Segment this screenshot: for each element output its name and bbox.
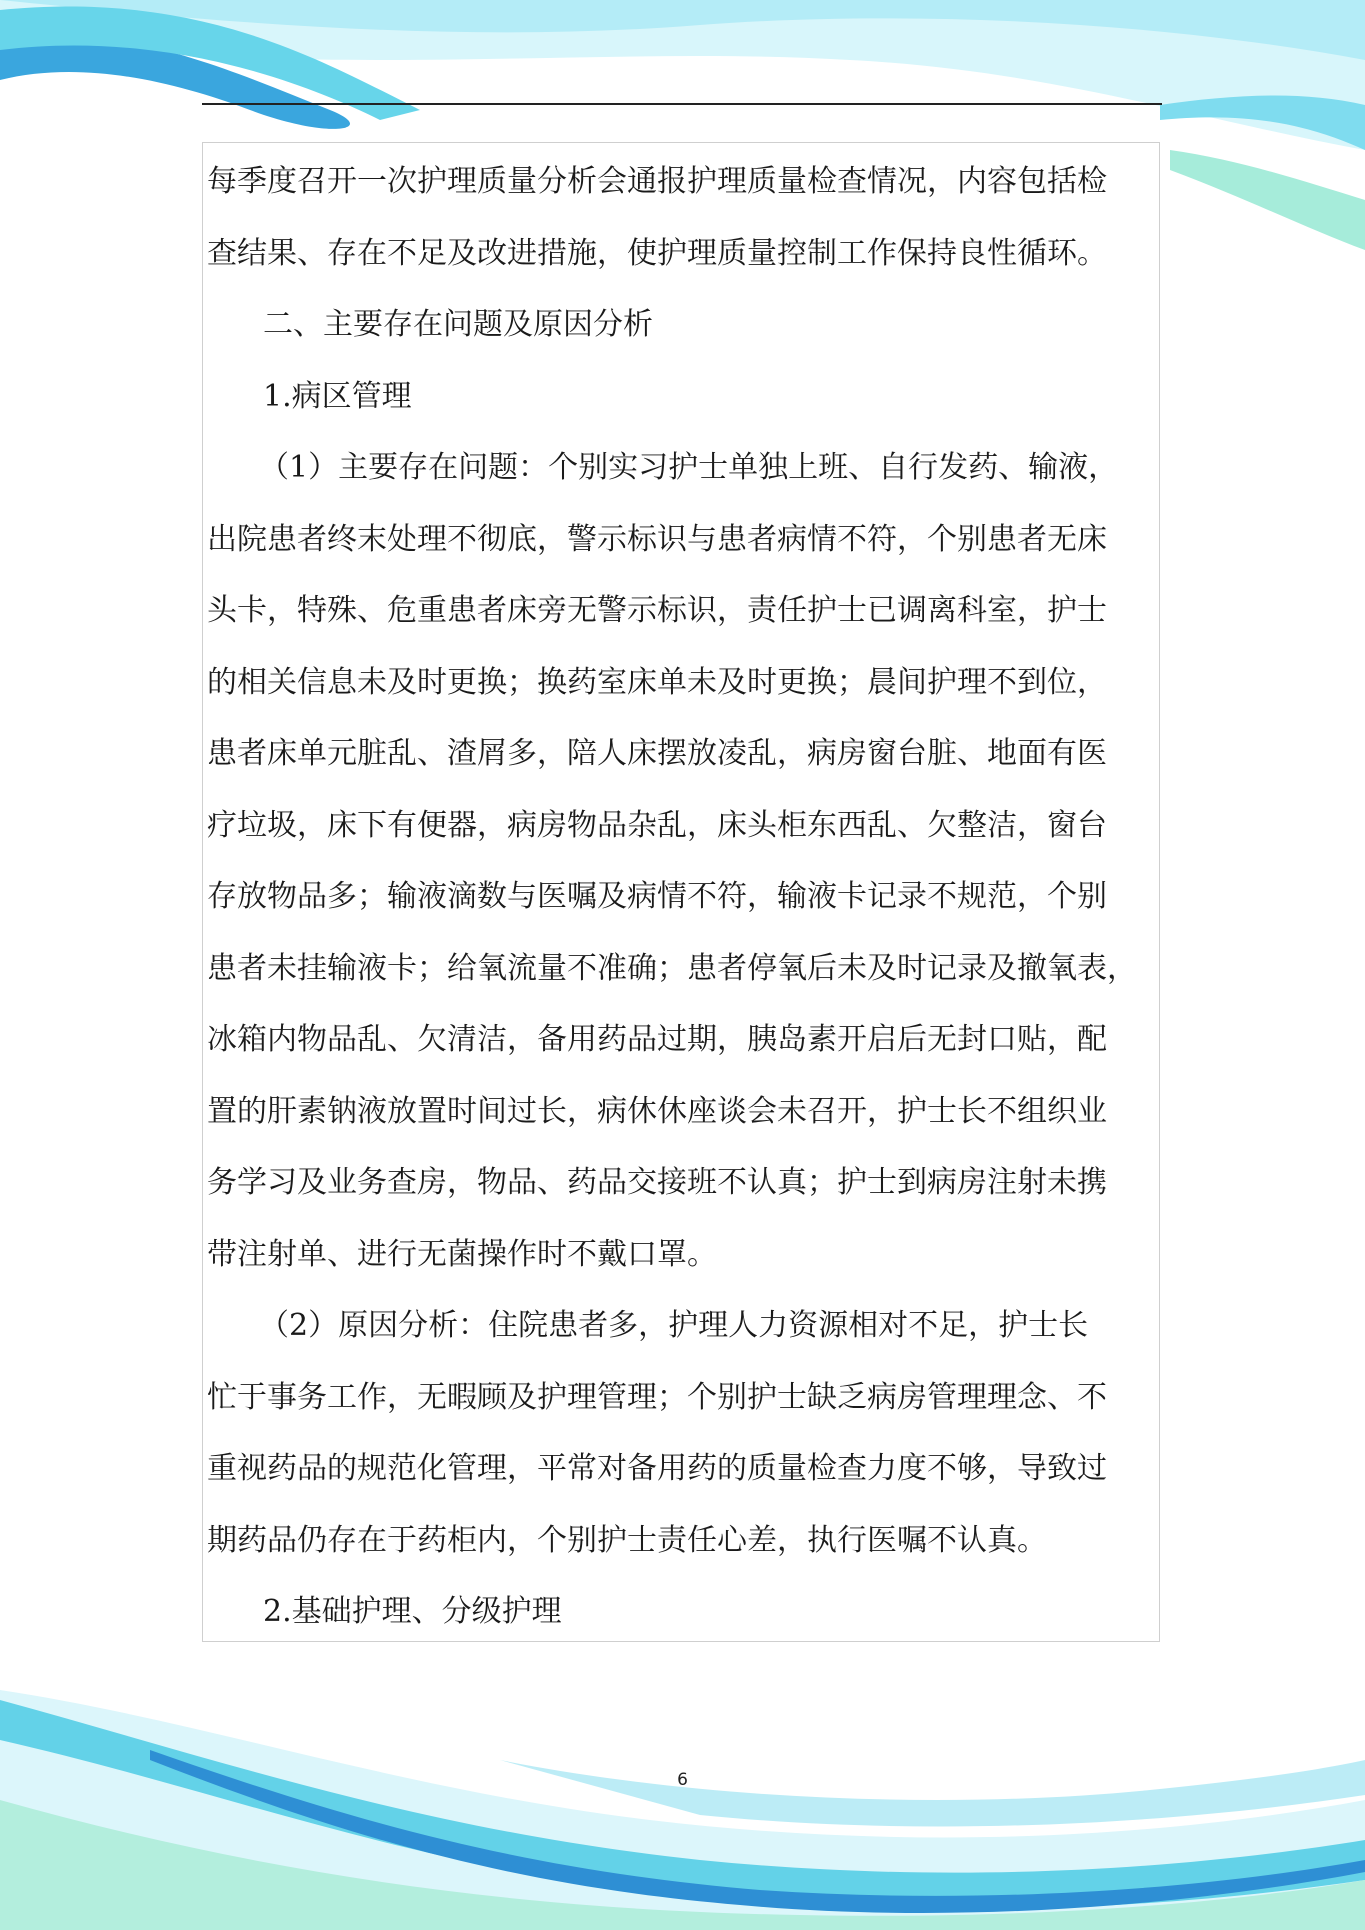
body-line: 存放物品多；输液滴数与医嘱及病情不符，输液卡记录不规范，个别 [207,879,1107,914]
body-line: 每季度召开一次护理质量分析会通报护理质量检查情况，内容包括检 [207,164,1107,199]
body-line: 务学习及业务查房，物品、药品交接班不认真；护士到病房注射未携 [207,1165,1107,1200]
body-line: 置的肝素钠液放置时间过长，病休休座谈会未召开，护士长不组织业 [207,1093,1107,1129]
body-line: 重视药品的规范化管理，平常对备用药的质量检查力度不够，导致过 [207,1451,1107,1486]
page-number: 6 [677,1770,688,1790]
body-line: 疗垃圾，床下有便器，病房物品杂乱，床头柜东西乱、欠整洁，窗台 [207,807,1107,843]
body-line: （2）原因分析：住院患者多，护理人力资源相对不足，护士长 [259,1308,1089,1343]
body-line: （1）主要存在问题：个别实习护士单独上班、自行发药、输液， [259,450,1119,485]
body-line: 的相关信息未及时更换；换药室床单未及时更换；晨间护理不到位， [207,664,1107,700]
body-line: 带注射单、进行无菌操作时不戴口罩。 [207,1236,717,1272]
top-right-green [1170,150,1365,250]
body-line: 出院患者终末处理不彻底，警示标识与患者病情不符，个别患者无床 [207,521,1107,557]
body-line: 查结果、存在不足及改进措施，使护理质量控制工作保持良性循环。 [207,235,1107,271]
header-rule [202,103,1162,105]
subsection-heading: 2.基础护理、分级护理 [263,1594,562,1629]
body-line: 头卡，特殊、危重患者床旁无警示标识，责任护士已调离科室，护士 [207,593,1107,628]
body-line: 患者床单元脏乱、渣屑多，陪人床摆放凌乱，病房窗台脏、地面有医 [207,736,1107,771]
body-line: 冰箱内物品乱、欠清洁，备用药品过期，胰岛素开启后无封口贴，配 [207,1022,1107,1057]
document-body [207,146,1167,1648]
body-line: 期药品仍存在于药柜内，个别护士责任心差，执行医嘱不认真。 [207,1522,1047,1558]
body-line: 忙于事务工作，无暇顾及护理管理；个别护士缺乏病房管理理念、不 [207,1379,1107,1415]
section-heading: 二、主要存在问题及原因分析 [263,307,653,342]
body-line: 患者未挂输液卡；给氧流量不准确；患者停氧后未及时记录及撤氧表， [207,950,1137,986]
subsection-heading: 1.病区管理 [263,378,412,414]
